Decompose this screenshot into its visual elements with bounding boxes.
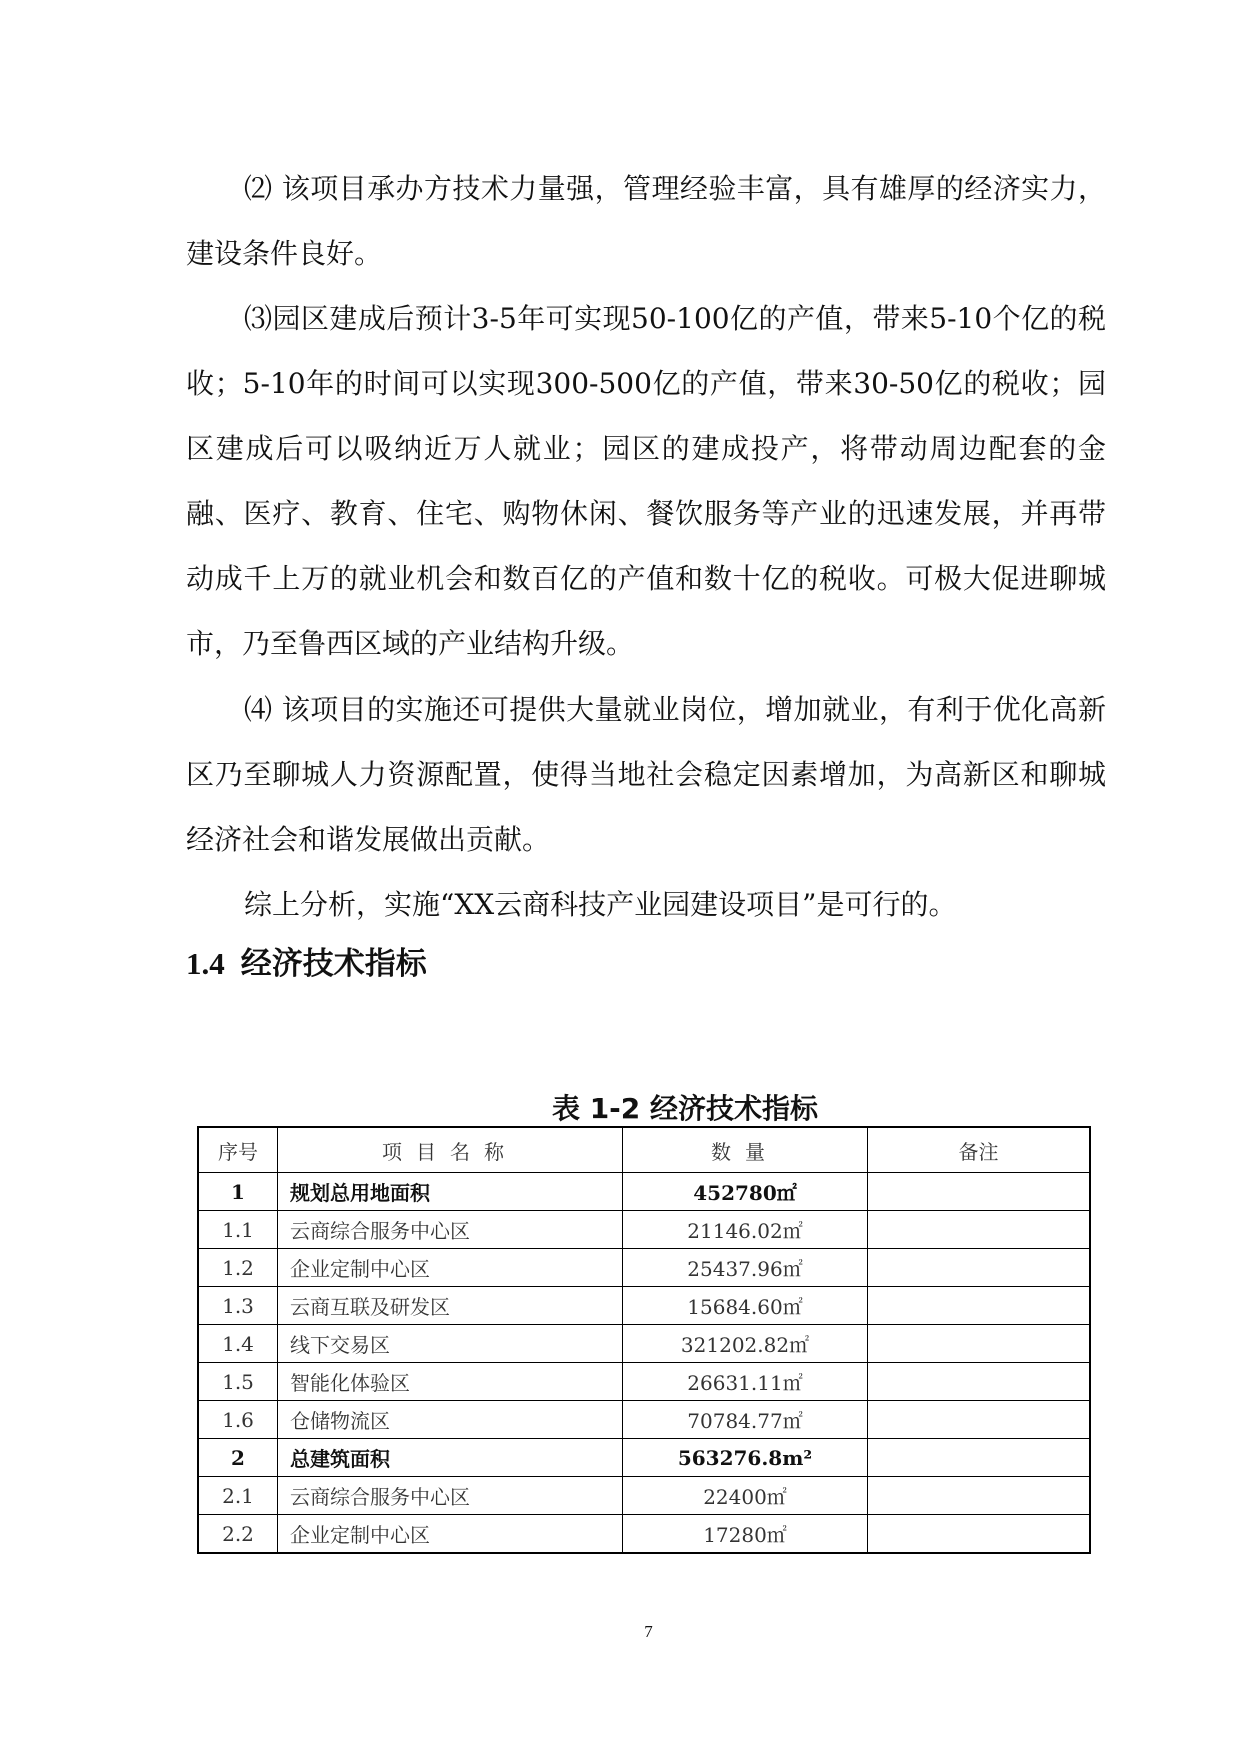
section-heading	[186, 938, 427, 983]
paragraph-4: ⑷ 该项目的实施还可提供大量就业岗位，增加就业，有利于优化高新区乃至聊城人力资源配置，使得当地社会稳定因素增加，为高新区和聊城经济社会和谐发展做出贡献。	[186, 693, 1106, 856]
row-note	[868, 1211, 1091, 1249]
header-name: 项目名称	[278, 1127, 623, 1173]
row-name: 企业定制中心区	[278, 1515, 623, 1554]
row-note	[868, 1173, 1091, 1211]
row-qty: 22400㎡	[623, 1477, 868, 1515]
row-seq: 2	[198, 1439, 278, 1477]
row-name: 云商综合服务中心区	[278, 1211, 623, 1249]
row-name: 线下交易区	[278, 1325, 623, 1363]
table-caption: 表 1-2 经济技术指标	[551, 1092, 819, 1125]
table-row	[198, 1363, 1090, 1401]
row-qty: 26631.11㎡	[623, 1363, 868, 1401]
table-row	[198, 1287, 1090, 1325]
section-number: 1.4	[186, 946, 225, 981]
row-note	[868, 1439, 1091, 1477]
row-qty: 15684.60㎡	[623, 1287, 868, 1325]
row-qty: 563276.8m²	[623, 1439, 868, 1477]
row-note	[868, 1401, 1091, 1439]
paragraph-conclusion: 综上分析，实施“XX云商科技产业园建设项目”是可行的。	[244, 888, 957, 921]
table-row	[198, 1515, 1090, 1554]
table-row	[198, 1249, 1090, 1287]
table-row	[198, 1173, 1090, 1211]
table-row	[198, 1477, 1090, 1515]
header-note: 备注	[868, 1127, 1091, 1173]
indicators-table	[197, 1126, 1091, 1554]
row-note	[868, 1325, 1091, 1363]
row-seq: 1.1	[198, 1211, 278, 1249]
row-seq: 1	[198, 1173, 278, 1211]
row-name: 仓储物流区	[278, 1401, 623, 1439]
row-qty: 70784.77㎡	[623, 1401, 868, 1439]
row-name: 智能化体验区	[278, 1363, 623, 1401]
row-note	[868, 1363, 1091, 1401]
section-title: 经济技术指标	[240, 946, 427, 982]
row-note	[868, 1287, 1091, 1325]
row-qty: 452780㎡	[623, 1173, 868, 1211]
row-seq: 2.2	[198, 1515, 278, 1554]
page-number: 7	[644, 1622, 653, 1641]
row-note	[868, 1477, 1091, 1515]
table-row	[198, 1439, 1090, 1477]
row-qty: 17280㎡	[623, 1515, 868, 1554]
row-qty: 321202.82㎡	[623, 1325, 868, 1363]
table-row	[198, 1401, 1090, 1439]
row-name: 企业定制中心区	[278, 1249, 623, 1287]
row-qty: 21146.02㎡	[623, 1211, 868, 1249]
row-name: 云商综合服务中心区	[278, 1477, 623, 1515]
row-seq: 1.2	[198, 1249, 278, 1287]
row-seq: 1.6	[198, 1401, 278, 1439]
row-note	[868, 1515, 1091, 1554]
table-row	[198, 1211, 1090, 1249]
header-seq: 序号	[198, 1127, 278, 1173]
row-seq: 2.1	[198, 1477, 278, 1515]
paragraph-2: ⑵ 该项目承办方技术力量强，管理经验丰富，具有雄厚的经济实力，建设条件良好。	[186, 172, 1106, 270]
paragraph-3: ⑶园区建成后预计3-5年可实现50-100亿的产值，带来5-10个亿的税收；5-10年的时间可以实现300-500亿的产值，带来30-50亿的税收；园区建成后可以吸纳近万人就业；园区的建成投产，将带动周边配套的金融、医疗、教育、住宅、购物休闲、餐饮服务等产业的迅速发展，并再带动成千上万的就业机会和数百亿的产值和数十亿的税收。可极大促进聊城市，乃至鲁西区域的产业结构升级。	[186, 302, 1106, 660]
row-seq: 1.3	[198, 1287, 278, 1325]
row-qty: 25437.96㎡	[623, 1249, 868, 1287]
row-name: 云商互联及研发区	[278, 1287, 623, 1325]
row-seq: 1.5	[198, 1363, 278, 1401]
table-row	[198, 1325, 1090, 1363]
row-name: 规划总用地面积	[278, 1173, 623, 1211]
row-name: 总建筑面积	[278, 1439, 623, 1477]
table-header-row	[198, 1127, 1090, 1173]
row-seq: 1.4	[198, 1325, 278, 1363]
header-qty: 数量	[623, 1127, 868, 1173]
row-note	[868, 1249, 1091, 1287]
